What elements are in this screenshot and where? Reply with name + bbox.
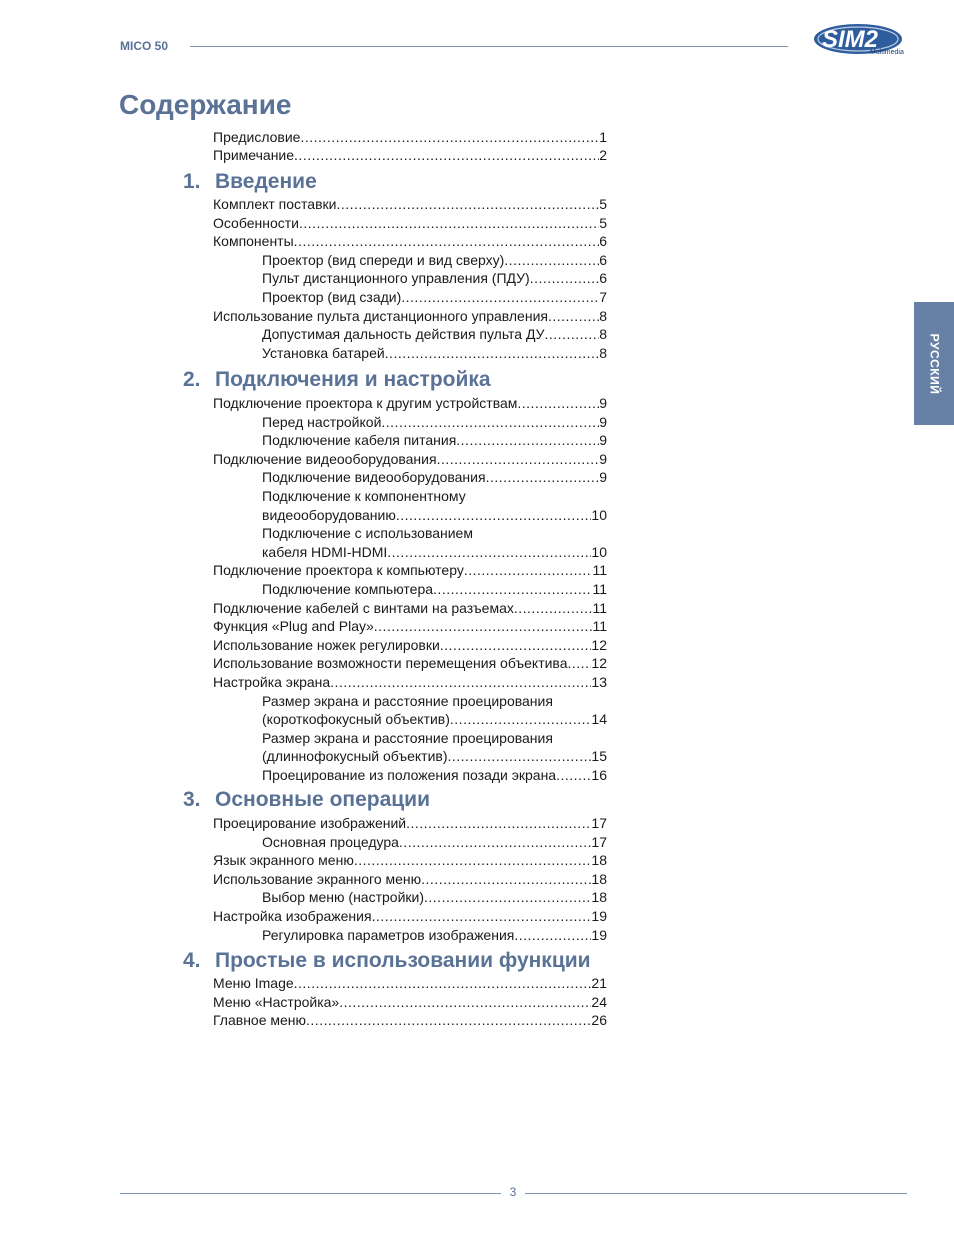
toc-entry-title: Проецирование изображений xyxy=(213,815,407,831)
toc-entry-page: 26 xyxy=(591,1012,607,1029)
toc-entry-page: 9 xyxy=(599,432,607,449)
toc-entry-title: Пульт дистанционного управления (ПДУ) xyxy=(262,270,530,287)
toc-entry[interactable] xyxy=(262,344,607,362)
toc-entry[interactable] xyxy=(262,766,607,784)
toc-dot-leader xyxy=(450,710,592,728)
toc-entry[interactable] xyxy=(213,599,607,617)
toc-entry-title[interactable]: Подключение с использованием xyxy=(262,525,473,542)
toc-entry-title: Комплект поставки xyxy=(213,196,337,212)
toc-entry-title: Язык экранного меню xyxy=(213,852,354,869)
toc-entry-page: 17 xyxy=(591,833,607,850)
toc-entry-title[interactable]: Размер экрана и расстояние проецирования xyxy=(262,692,553,709)
toc-entry[interactable] xyxy=(213,993,607,1011)
toc-entry-title: Подключение компьютера xyxy=(262,581,434,597)
toc-dot-leader xyxy=(372,907,592,925)
toc-entry-title-continued: (длиннофокусный объектив) xyxy=(262,748,448,765)
toc-entry-page: 15 xyxy=(591,748,607,765)
toc-entry[interactable] xyxy=(262,325,607,343)
toc-entry-page: 9 xyxy=(599,469,607,486)
toc-entry-title[interactable]: Размер экрана и расстояние проецирования xyxy=(262,729,553,746)
toc-entry[interactable] xyxy=(262,833,607,851)
toc-dot-leader xyxy=(504,251,599,269)
section-title: Подключения и настройка xyxy=(215,368,491,391)
section-heading[interactable] xyxy=(183,170,317,194)
toc-dot-leader xyxy=(421,870,591,888)
toc-dot-leader xyxy=(556,766,591,784)
toc-dot-leader xyxy=(401,288,599,306)
toc-dot-leader xyxy=(300,128,599,146)
language-tab-label: РУССКИЙ xyxy=(927,333,941,394)
toc-entry-page: 5 xyxy=(599,196,607,212)
toc-entry[interactable] xyxy=(213,146,607,164)
toc-dot-leader xyxy=(299,214,599,232)
logo-wordmark: SIM2 xyxy=(822,26,879,53)
toc-entry[interactable] xyxy=(213,561,607,579)
toc-entry-page: 1 xyxy=(599,129,607,145)
toc-entry[interactable] xyxy=(262,710,607,728)
toc-dot-leader xyxy=(354,851,592,869)
toc-entry-page: 18 xyxy=(591,852,607,869)
toc-dot-leader xyxy=(424,888,591,906)
toc-dot-leader xyxy=(406,814,591,832)
toc-entry[interactable] xyxy=(213,673,607,691)
toc-entry[interactable] xyxy=(213,870,607,888)
section-title: Основные операции xyxy=(215,788,430,811)
toc-entry-page: 11 xyxy=(592,599,607,616)
toc-dot-leader xyxy=(548,307,599,325)
toc-entry[interactable] xyxy=(213,1011,607,1029)
section-number: 3. xyxy=(183,788,201,811)
section-heading[interactable] xyxy=(183,949,591,973)
toc-entry[interactable] xyxy=(213,128,607,146)
section-number: 2. xyxy=(183,368,201,391)
toc-entry[interactable] xyxy=(213,907,607,925)
toc-entry-title: Подключение проектора к компьютеру xyxy=(213,562,464,579)
toc-entry-page: 17 xyxy=(591,815,607,831)
language-tab xyxy=(914,302,954,425)
sim2-logo xyxy=(812,14,910,58)
toc-entry-page: 6 xyxy=(599,270,607,287)
toc-dot-leader xyxy=(399,833,592,851)
footer-divider-left xyxy=(120,1193,501,1194)
toc-entry-title: Функция «Plug and Play» xyxy=(213,618,374,635)
toc-entry-title: Допустимая дальность действия пульта ДУ xyxy=(262,326,545,343)
toc-entry[interactable] xyxy=(213,195,607,213)
toc-entry-page: 11 xyxy=(592,581,607,597)
toc-dot-leader xyxy=(545,325,600,343)
toc-entry-title: Использование экранного меню xyxy=(213,870,422,887)
toc-entry-title: Компоненты xyxy=(213,233,294,250)
toc-entry[interactable] xyxy=(262,506,607,524)
toc-entry-page: 19 xyxy=(591,926,607,943)
toc-entry-title: Использование пульта дистанционного управления xyxy=(213,307,548,324)
toc-entry-page: 24 xyxy=(591,993,607,1010)
toc-entry-title: Использование ножек регулировки xyxy=(213,636,440,653)
toc-entry-page: 11 xyxy=(592,562,607,579)
toc-entry[interactable] xyxy=(213,851,607,869)
toc-entry-title: Меню «Настройка» xyxy=(213,993,340,1010)
header-model-name: MICO 50 xyxy=(120,39,169,53)
toc-dot-leader xyxy=(514,926,591,944)
section-heading[interactable] xyxy=(183,368,491,392)
toc-dot-leader xyxy=(568,654,592,672)
toc-entry-page: 11 xyxy=(592,618,607,635)
toc-entry[interactable] xyxy=(262,888,607,906)
header-divider xyxy=(190,46,788,47)
toc-entry[interactable] xyxy=(213,617,607,635)
logo-subtitle: Multimedia xyxy=(870,49,904,56)
toc-entry[interactable] xyxy=(213,636,607,654)
toc-entry-title: Выбор меню (настройки) xyxy=(262,889,425,906)
toc-entry[interactable] xyxy=(262,431,607,449)
toc-dot-leader xyxy=(440,636,592,654)
toc-entry-page: 8 xyxy=(599,344,607,361)
toc-entry[interactable] xyxy=(262,251,607,269)
toc-entry-page: 16 xyxy=(591,767,607,783)
toc-entry-page: 13 xyxy=(591,674,607,690)
toc-entry-page: 9 xyxy=(599,395,607,411)
toc-dot-leader xyxy=(396,506,592,524)
toc-entry-title-continued: (короткофокусный объектив) xyxy=(262,711,450,728)
toc-entry-page: 12 xyxy=(591,655,607,672)
page-number: 3 xyxy=(509,1185,517,1199)
toc-dot-leader xyxy=(385,344,600,362)
toc-entry[interactable] xyxy=(262,468,607,486)
toc-dot-leader xyxy=(517,394,599,412)
section-number: 1. xyxy=(183,170,201,193)
toc-entry[interactable] xyxy=(213,654,607,672)
section-title: Введение xyxy=(215,170,317,193)
toc-entry[interactable] xyxy=(213,232,607,250)
toc-entry-page: 7 xyxy=(599,289,607,305)
toc-entry-page: 9 xyxy=(599,413,607,430)
toc-entry-page: 2 xyxy=(599,147,607,163)
toc-entry[interactable] xyxy=(213,974,607,992)
section-heading[interactable] xyxy=(183,788,430,812)
toc-entry[interactable] xyxy=(262,580,607,598)
toc-entry-title[interactable]: Подключение к компонентному xyxy=(262,488,466,504)
toc-entry-title: Проецирование из положения позади экрана xyxy=(262,767,557,783)
toc-entry[interactable] xyxy=(262,926,607,944)
toc-dot-leader xyxy=(456,431,599,449)
toc-dot-leader xyxy=(437,450,600,468)
toc-entry-page: 6 xyxy=(599,251,607,268)
toc-entry-title: Настройка изображения xyxy=(213,908,372,924)
toc-entry[interactable] xyxy=(213,214,607,232)
toc-dot-leader xyxy=(433,580,592,598)
section-title: Простые в использовании функции xyxy=(215,949,591,972)
toc-entry-page: 10 xyxy=(591,543,607,560)
toc-entry-title: Настройка экрана xyxy=(213,674,331,690)
toc-entry-title-continued: видеооборудованию xyxy=(262,506,396,523)
toc-dot-leader xyxy=(294,146,599,164)
toc-entry-title: Главное меню xyxy=(213,1012,307,1029)
section-number: 4. xyxy=(183,949,201,972)
toc-dot-leader xyxy=(530,269,600,287)
toc-entry-page: 5 xyxy=(599,214,607,231)
toc-entry-page: 12 xyxy=(591,636,607,653)
toc-entry-title: Подключение видеооборудования xyxy=(213,450,437,467)
toc-dot-leader xyxy=(336,195,599,213)
toc-entry[interactable] xyxy=(262,269,607,287)
toc-entry-title: Подключение проектора к другим устройствам xyxy=(213,395,518,411)
toc-dot-leader xyxy=(294,974,592,992)
toc-entry-page: 8 xyxy=(599,326,607,343)
toc-dot-leader xyxy=(339,993,591,1011)
toc-entry-page: 9 xyxy=(599,450,607,467)
toc-dot-leader xyxy=(387,543,591,561)
toc-dot-leader xyxy=(514,599,593,617)
toc-entry-page: 14 xyxy=(591,711,607,728)
toc-entry-title: Примечание xyxy=(213,147,295,163)
toc-entry-page: 18 xyxy=(591,870,607,887)
footer-divider-right xyxy=(525,1193,907,1194)
toc-entry[interactable] xyxy=(213,814,607,832)
page-title: Содержание xyxy=(119,89,292,120)
toc-entry-title: Установка батарей xyxy=(262,344,385,361)
toc-dot-leader xyxy=(294,232,600,250)
toc-entry-title: Подключение кабелей с винтами на разъемах xyxy=(213,599,514,616)
toc-entry-page: 8 xyxy=(599,307,607,324)
toc-entry-title: Особенности xyxy=(213,214,299,231)
toc-entry[interactable] xyxy=(262,747,607,765)
toc-entry-page: 6 xyxy=(599,233,607,250)
toc-entry-title: Подключение кабеля питания xyxy=(262,432,457,449)
toc-entry-title: Использование возможности перемещения объектива xyxy=(213,655,568,672)
toc-entry-title: Подключение видеооборудования xyxy=(262,469,486,486)
toc-entry[interactable] xyxy=(213,394,607,412)
toc-entry-title: Перед настройкой xyxy=(262,413,382,430)
toc-dot-leader xyxy=(464,561,593,579)
toc-entry-page: 10 xyxy=(591,506,607,523)
toc-entry-title: Предисловие xyxy=(213,129,301,145)
toc-entry-title: Проектор (вид сзади) xyxy=(262,289,402,305)
toc-dot-leader xyxy=(448,747,592,765)
toc-entry-title: Основная процедура xyxy=(262,833,399,850)
toc-dot-leader xyxy=(374,617,593,635)
toc-entry-title: Меню Image xyxy=(213,975,294,991)
toc-entry-page: 21 xyxy=(591,975,607,991)
toc-entry[interactable] xyxy=(262,413,607,431)
toc-entry-title: Проектор (вид спереди и вид сверху) xyxy=(262,251,505,268)
toc-entry[interactable] xyxy=(213,307,607,325)
toc-entry-page: 19 xyxy=(591,908,607,924)
toc-entry[interactable] xyxy=(262,543,607,561)
toc-dot-leader xyxy=(381,413,599,431)
toc-entry[interactable] xyxy=(213,450,607,468)
toc-entry[interactable] xyxy=(262,288,607,306)
toc-entry-title-continued: кабеля HDMI-HDMI xyxy=(262,543,388,560)
toc-dot-leader xyxy=(486,468,600,486)
toc-dot-leader xyxy=(330,673,591,691)
toc-dot-leader xyxy=(306,1011,591,1029)
toc-entry-title: Регулировка параметров изображения xyxy=(262,926,515,943)
toc-entry-page: 18 xyxy=(591,889,607,906)
